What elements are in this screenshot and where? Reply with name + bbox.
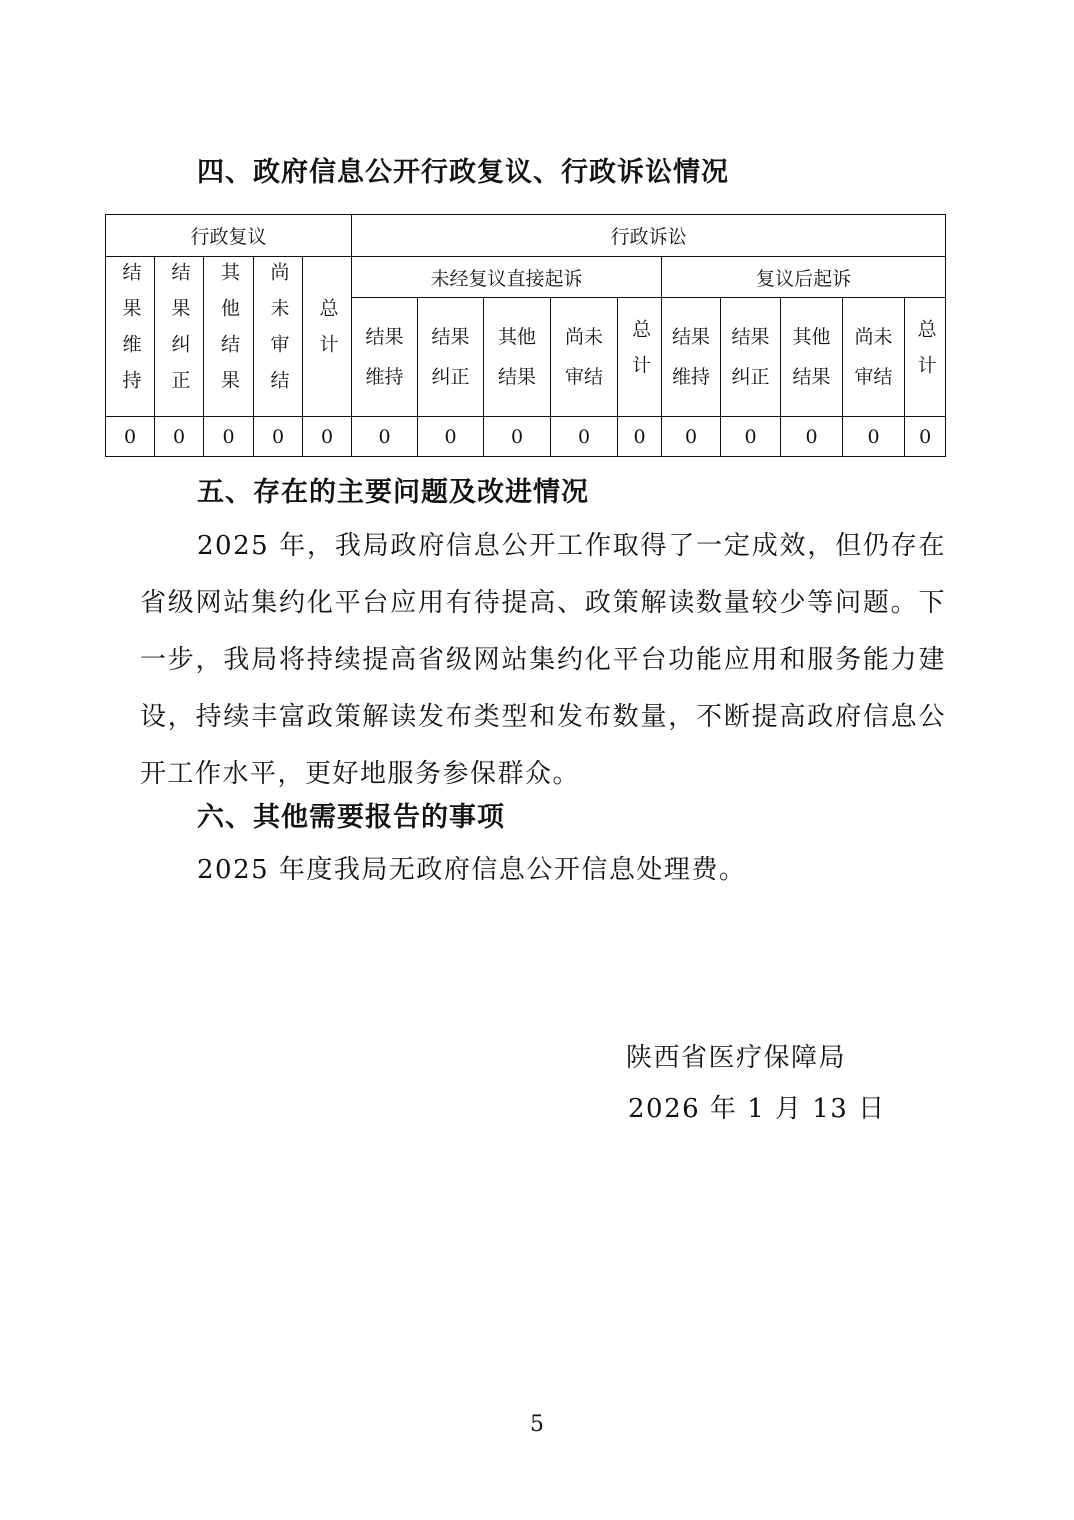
table-row xyxy=(106,417,946,457)
direct-col-header: 结果纠正 xyxy=(418,298,484,417)
table-cell: 0 xyxy=(303,417,352,457)
section-4-heading: 四、政府信息公开行政复议、行政诉讼情况 xyxy=(197,157,729,188)
section-5-paragraph: 2025 年，我局政府信息公开工作取得了一定成效，但仍存在省级网站集约化平台应用有待提高、政策解读数量较少等问题。下一步，我局将持续提高省级网站集约化平台功能应用和服务能力建设，持续丰富政策解读发布类型和发布数量，不断提高政府信息公开工作水平，更好地服务参保群众。 xyxy=(140,531,946,789)
review-litigation-table xyxy=(105,214,946,457)
table-cell: 0 xyxy=(905,417,946,457)
review-col-header: 其他结果 xyxy=(204,257,254,417)
section-6-heading: 六、其他需要报告的事项 xyxy=(197,802,505,833)
table-cell: 0 xyxy=(484,417,551,457)
review-col-header: 总计 xyxy=(303,257,352,417)
after-col-header: 结果纠正 xyxy=(721,298,781,417)
direct-suit-header: 未经复议直接起诉 xyxy=(352,257,662,298)
table-cell: 0 xyxy=(254,417,303,457)
table-cell: 0 xyxy=(843,417,905,457)
signature-organization: 陕西省医疗保障局 xyxy=(626,1043,847,1073)
section-6-paragraph: 2025 年度我局无政府信息公开信息处理费。 xyxy=(197,855,747,885)
after-col-header: 尚未审结 xyxy=(843,298,905,417)
direct-col-header: 尚未审结 xyxy=(551,298,618,417)
after-col-header: 其他结果 xyxy=(781,298,843,417)
review-col-header: 尚未审结 xyxy=(254,257,303,417)
section-5-heading: 五、存在的主要问题及改进情况 xyxy=(197,477,589,508)
table-cell: 0 xyxy=(204,417,254,457)
table-cell: 0 xyxy=(352,417,418,457)
litigation-header: 行政诉讼 xyxy=(352,215,946,257)
signature-date: 2026 年 1 月 13 日 xyxy=(628,1094,886,1124)
table-cell: 0 xyxy=(618,417,662,457)
table-cell: 0 xyxy=(551,417,618,457)
table-cell: 0 xyxy=(662,417,721,457)
review-col-header: 结果纠正 xyxy=(155,257,204,417)
direct-col-header: 结果维持 xyxy=(352,298,418,417)
table-cell: 0 xyxy=(106,417,155,457)
review-header: 行政复议 xyxy=(106,215,352,257)
direct-col-header: 其他结果 xyxy=(484,298,551,417)
after-review-suit-header: 复议后起诉 xyxy=(662,257,946,298)
page-number: 5 xyxy=(530,1412,544,1437)
table-cell: 0 xyxy=(721,417,781,457)
after-col-header: 结果维持 xyxy=(662,298,721,417)
after-col-header: 总计 xyxy=(905,298,946,417)
table-cell: 0 xyxy=(418,417,484,457)
direct-col-header: 总计 xyxy=(618,298,662,417)
review-col-header: 结果维持 xyxy=(106,257,155,417)
table-cell: 0 xyxy=(155,417,204,457)
table-cell: 0 xyxy=(781,417,843,457)
